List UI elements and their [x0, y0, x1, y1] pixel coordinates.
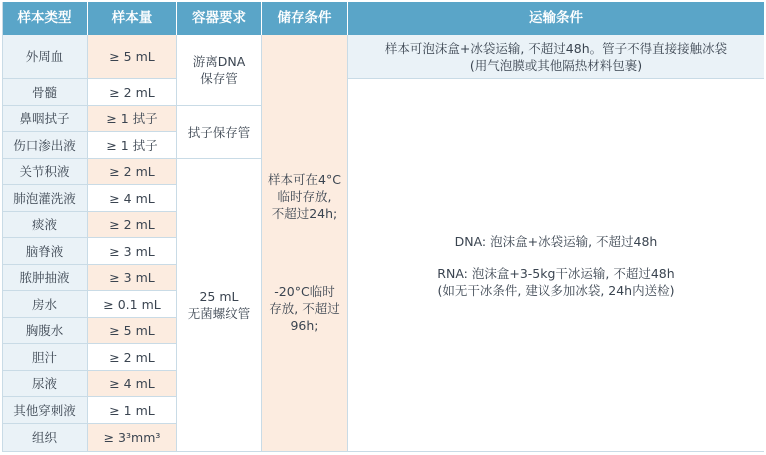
sample-amount-cell: ≥ 3 mL [88, 265, 177, 291]
container-screw-tube [177, 159, 262, 452]
sample-type-cell: 脓肿抽液 [2, 265, 88, 291]
container-line: 25 mL [199, 289, 239, 304]
sample-type-cell: 组织 [2, 424, 88, 452]
shipping-dna-rna [348, 79, 764, 452]
sample-amount-cell: ≥ 1 拭子 [88, 132, 177, 159]
sample-amount-cell: ≥ 3³mm³ [88, 424, 177, 452]
storage-line: 不超过24h; [271, 205, 338, 221]
shipping-line: 样本可泡沫盒+冰袋运输, 不超过48h。管子不得直接接触冰袋 [384, 40, 728, 56]
storage-line: 存放, 不超过 [269, 300, 340, 316]
container-line: 无菌螺纹管 [187, 306, 251, 321]
shipping-rna-note: (如无干冰条件, 建议多加冰袋, 24h内送检) [437, 283, 675, 298]
header-sample-amount: 样本量 [88, 2, 177, 35]
sample-amount-cell: ≥ 2 mL [88, 79, 177, 106]
header-container: 容器要求 [177, 2, 262, 35]
sample-type-cell: 房水 [2, 291, 88, 318]
sample-type-cell: 伤口渗出液 [2, 132, 88, 159]
header-shipping: 运输条件 [348, 2, 764, 35]
sample-type-cell: 骨髓 [2, 79, 88, 106]
container-line: 拭子保存管 [187, 124, 251, 140]
sample-amount-cell: ≥ 1 拭子 [88, 106, 177, 132]
storage-line: 临时存放, [277, 188, 332, 204]
container-swab-tube [177, 106, 262, 159]
sample-amount-cell: ≥ 4 mL [88, 185, 177, 212]
sample-type-cell: 胆汁 [2, 344, 88, 371]
storage-line: -20°C临时 [274, 283, 335, 299]
container-line: 游离DNA [192, 54, 246, 69]
storage-line: 样本可在4°C [268, 171, 341, 187]
storage-conditions [262, 35, 348, 452]
sample-type-cell: 其他穿刺液 [2, 397, 88, 424]
sample-amount-cell: ≥ 5 mL [88, 318, 177, 344]
header-storage: 储存条件 [262, 2, 348, 35]
sample-amount-cell: ≥ 5 mL [88, 35, 177, 79]
shipping-general-note [348, 35, 764, 79]
sample-type-cell: 肺泡灌洗液 [2, 185, 88, 212]
sample-type-cell: 外周血 [2, 35, 88, 79]
storage-line: 96h; [290, 317, 319, 333]
sample-amount-cell: ≥ 2 mL [88, 212, 177, 238]
shipping-dna: DNA: 泡沫盒+冰袋运输, 不超过48h [454, 234, 658, 249]
sample-type-cell: 鼻咽拭子 [2, 106, 88, 132]
sample-amount-cell: ≥ 2 mL [88, 159, 177, 185]
sample-type-cell: 脑脊液 [2, 238, 88, 265]
sample-type-cell: 痰液 [2, 212, 88, 238]
container-line: 保存管 [200, 71, 238, 86]
sample-amount-cell: ≥ 2 mL [88, 344, 177, 371]
sample-amount-cell: ≥ 4 mL [88, 371, 177, 397]
sample-type-cell: 关节积液 [2, 159, 88, 185]
container-cfdna-tube [177, 35, 262, 106]
sample-type-cell: 尿液 [2, 371, 88, 397]
sample-amount-cell: ≥ 3 mL [88, 238, 177, 265]
sample-amount-cell: ≥ 1 mL [88, 397, 177, 424]
shipping-rna: RNA: 泡沫盒+3-5kg干冰运输, 不超过48h [437, 266, 675, 281]
sample-amount-cell: ≥ 0.1 mL [88, 291, 177, 318]
shipping-line: (用气泡膜或其他隔热材料包裹) [469, 57, 643, 73]
specimen-requirements-table [2, 2, 764, 452]
header-sample-type: 样本类型 [2, 2, 88, 35]
sample-type-cell: 胸腹水 [2, 318, 88, 344]
